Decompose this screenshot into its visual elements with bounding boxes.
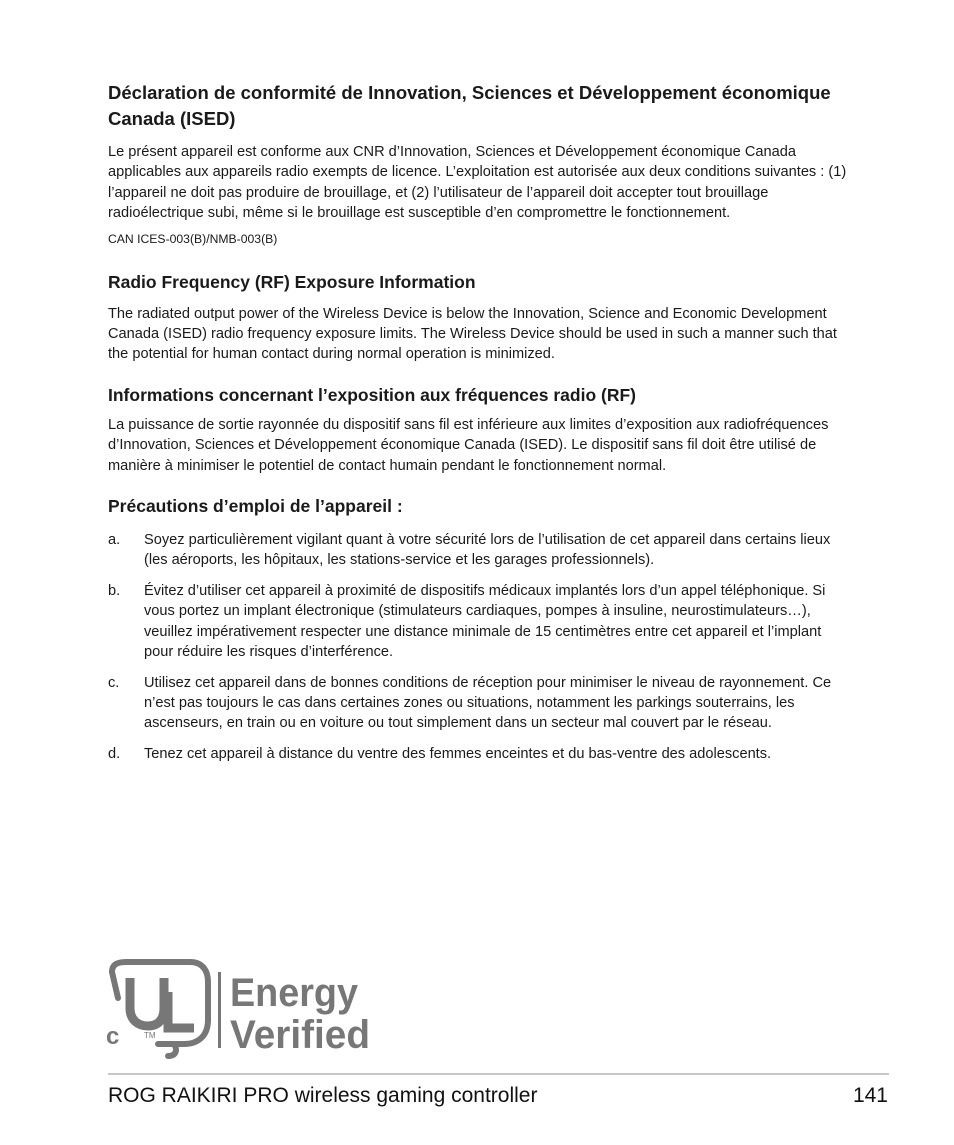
list-item bbox=[108, 744, 848, 764]
logo-line2: Verified bbox=[230, 1013, 370, 1057]
ul-energy-verified-logo bbox=[104, 958, 374, 1060]
page-number: 141 bbox=[852, 1084, 888, 1107]
rf-fr-body: La puissance de sortie rayonnée du dispositif sans fil est inférieure aux limites d’exposition aux radiofréquences d’Innovation, Sciences et Développement économique Canada (ISED). Le dispositif sans fil doit être utilisé de manière à minimiser le potentiel de contact humain pendant le fonctionnement normal. bbox=[108, 416, 829, 474]
list-item bbox=[108, 581, 848, 663]
list-text: Soyez particulièrement vigilant quant à votre sécurité lors de l’utilisation de cet appareil dans certains lieux (les aéroports, les hôpitaux, les stations-service et les garages professionnels). bbox=[144, 532, 831, 569]
list-text: Évitez d’utiliser cet appareil à proximité de dispositifs médicaux implantés lors d’un appel téléphonique. Si vous portez un implant électronique (stimulateurs cardiaques, pompes à insuline, neurostimulateurs…), veuillez impérativement respecter une distance minimale de 15 centimètres entre cet appareil et l’implant pour réduire les risques d’interférence. bbox=[144, 582, 826, 661]
ised-heading: Déclaration de conformité de Innovation, Sciences et Développement économique Canada (ISED) bbox=[108, 82, 831, 129]
ised-code: CAN ICES-003(B)/NMB-003(B) bbox=[108, 231, 278, 246]
list-marker: d. bbox=[108, 745, 121, 762]
list-text: Tenez cet appareil à distance du ventre des femmes enceintes et du bas-ventre des adolescents. bbox=[144, 745, 772, 762]
precautions-list bbox=[108, 530, 848, 764]
ised-body: Le présent appareil est conforme aux CNR d’Innovation, Sciences et Développement économique Canada applicables aux appareils radio exempts de licence. L’exploitation est autorisée aux deux conditions suivantes : (1) l’appareil ne doit pas produire de brouillage, et (2) l’utilisateur de l’appareil doit accepter tout brouillage radioélectrique subi, même si le brouillage est susceptible d’en compromettre le fonctionnement. bbox=[108, 144, 847, 222]
list-item bbox=[108, 530, 848, 571]
page-content bbox=[108, 80, 848, 774]
list-marker: b. bbox=[108, 582, 121, 599]
ul-logo-icon bbox=[104, 958, 374, 1060]
footer-divider bbox=[108, 1073, 889, 1075]
precautions-heading: Précautions d’emploi de l’appareil : bbox=[108, 496, 403, 517]
logo-prefix: c bbox=[106, 1023, 120, 1050]
rf-en-heading: Radio Frequency (RF) Exposure Information bbox=[108, 271, 476, 292]
list-marker: a. bbox=[108, 532, 121, 549]
list-item bbox=[108, 673, 848, 734]
logo-line1: Energy bbox=[230, 971, 359, 1015]
logo-tm: TM bbox=[144, 1031, 156, 1040]
rf-fr-heading: Informations concernant l’exposition aux fréquences radio (RF) bbox=[108, 384, 636, 405]
list-text: Utilisez cet appareil dans de bonnes conditions de réception pour minimiser le niveau de rayonnement. Ce n’est pas toujours le cas dans certaines zones ou situations, notamment les parkings souterrains, les ascenseurs, en train ou en voiture ou tout simplement dans un secteur mal couvert par le réseau. bbox=[144, 674, 832, 732]
rf-en-body: The radiated output power of the Wireless Device is below the Innovation, Science and Economic Development Canada (ISED) radio frequency exposure limits. The Wireless Device should be used in such a manner such that the potential for human contact during normal operation is minimized. bbox=[108, 305, 837, 363]
list-marker: c. bbox=[108, 674, 120, 691]
footer-title: ROG RAIKIRI PRO wireless gaming controller bbox=[108, 1084, 538, 1107]
